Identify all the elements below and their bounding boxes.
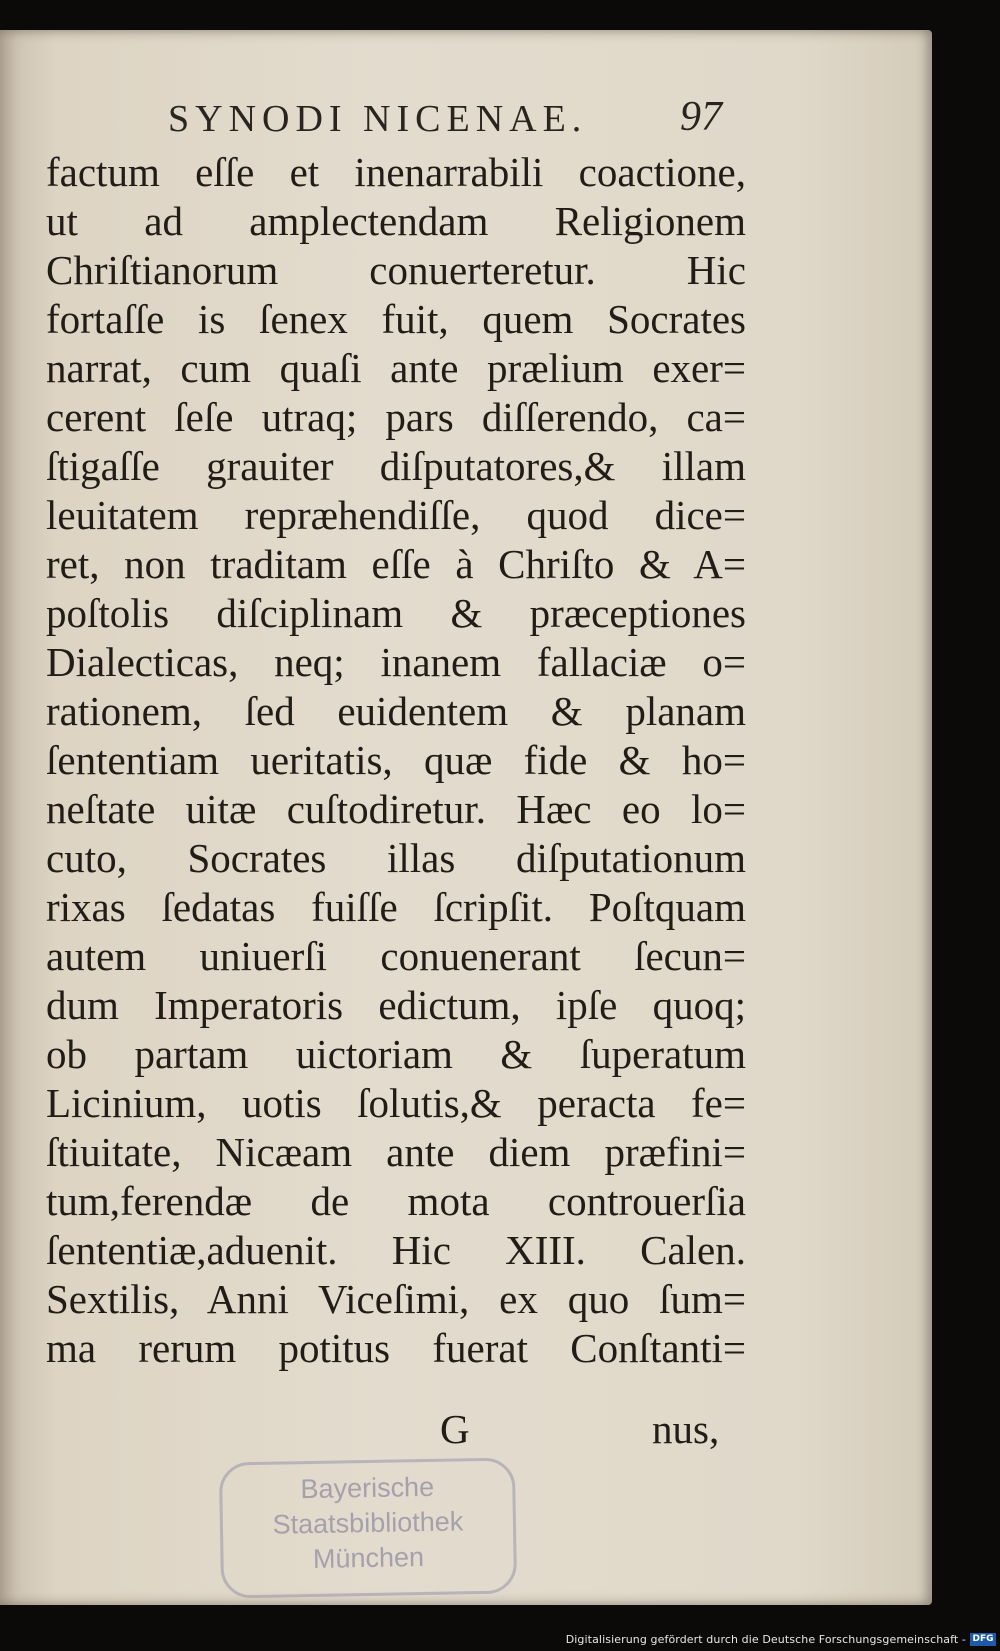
text-line: ut ad amplectendam Religionem [46,198,746,244]
text-line: rationem, ſed euidentem & planam [46,688,746,734]
catchword: nus, [652,1406,720,1452]
text-line: ret, non traditam eſſe à Chriſto & A= [46,541,746,587]
text-line: ſententiam ueritatis, quæ fide & ho= [46,737,746,783]
text-line: ob partam uictoriam & ſuperatum [46,1031,746,1077]
funding-credit: Digitalisierung gefördert durch die Deutsche Forschungsgemeinschaft - [565,1633,966,1646]
page-number: 97 [680,94,722,140]
text-line: autem uniuerſi conuenerant ſecun= [46,933,746,979]
page-header [0,85,932,145]
text-line: narrat, cum quaſi ante prælium exer= [46,345,746,391]
signature-mark: G [440,1406,470,1452]
text-line: Licinium, uotis ſolutis,& peracta fe= [46,1080,746,1126]
body-text [46,148,746,1373]
text-line: fortaſſe is ſenex fuit, quem Socrates [46,296,746,342]
text-line: ſententiæ,aduenit. Hic XIII. Calen. [46,1227,746,1273]
text-line: Sextilis, Anni Viceſimi, ex quo ſum= [46,1276,746,1322]
library-stamp [219,1457,517,1598]
dfg-logo-icon: DFG [970,1633,996,1646]
text-line: cuto, Socrates illas diſputationum [46,835,746,881]
text-line: ſtigaſſe grauiter diſputatores,& illam [46,443,746,489]
text-line: tum,ferendæ de mota controuerſia [46,1178,746,1224]
signature-line [440,1405,740,1465]
text-line: leuitatem repræhendiſſe, quod dice= [46,492,746,538]
book-page [0,30,932,1605]
text-line: poſtolis diſciplinam & præceptiones [46,590,746,636]
text-line: Dialecticas, neq; inanem fallaciæ o= [46,639,746,685]
text-line: Chriſtianorum conuerteretur. Hic [46,247,746,293]
stamp-line: München [312,1542,425,1574]
footer-bar [0,1630,1000,1651]
text-line: ma rerum potitus fuerat Conſtanti= [46,1325,746,1371]
stamp-line: Staatsbibliothek [272,1506,464,1540]
text-line: cerent ſeſe utraq; pars diſſerendo, ca= [46,394,746,440]
text-line: rixas ſedatas fuiſſe ſcripſit. Poſtquam [46,884,746,930]
text-line: dum Imperatoris edictum, ipſe quoq; [46,982,746,1028]
text-line: neſtate uitæ cuſtodiretur. Hæc eo lo= [46,786,746,832]
stamp-line: Bayerische [300,1471,435,1505]
running-head: SYNODI NICENAE. [168,98,588,140]
text-line: factum eſſe et inenarrabili coactione, [46,149,746,195]
text-line: ſtiuitate, Nicæam ante diem præfini= [46,1129,746,1175]
